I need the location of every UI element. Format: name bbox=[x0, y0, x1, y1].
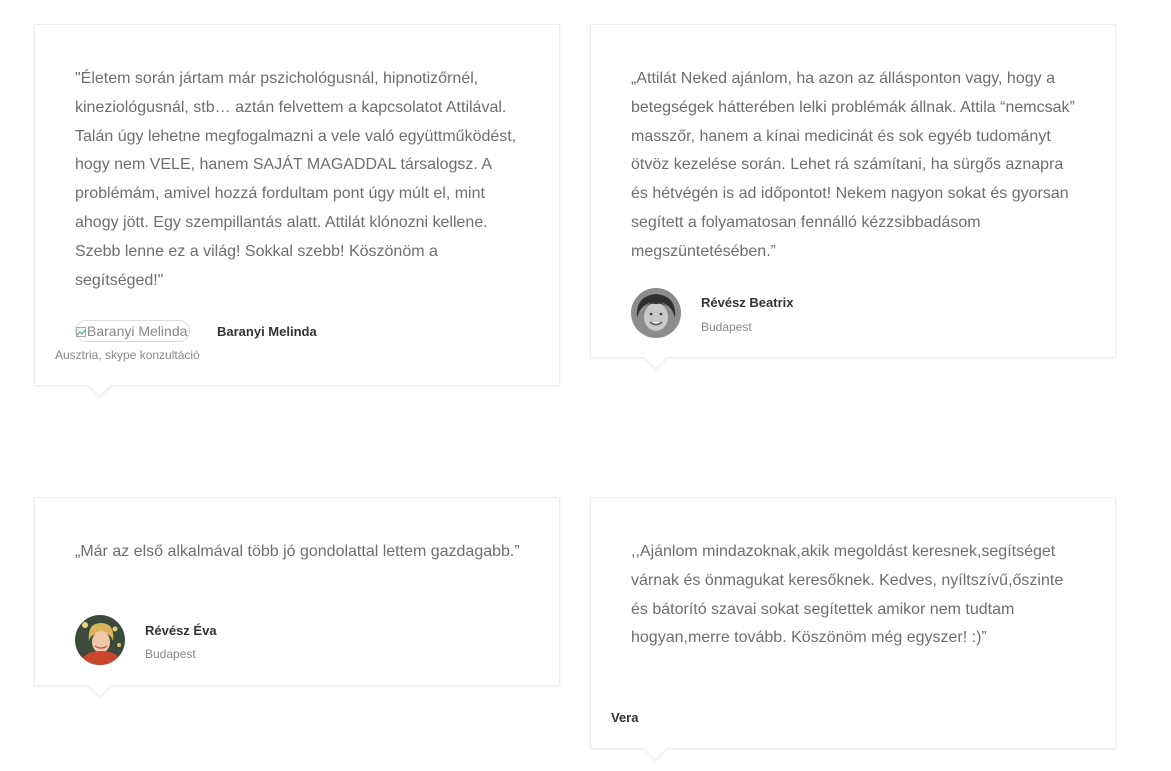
author-photo-placeholder bbox=[75, 320, 190, 342]
testimonial-quote: ,,Ajánlom mindazoknak,akik megoldást keresnek,segítséget várnak és önmagukat keresőknek. Kedves, nyíltszívű,őszinte és bátorító szavai sokat segítettek amikor nem tudtam hogyan,merre tovább. Köszönöm még egyszer! :)” bbox=[631, 543, 1064, 647]
testimonial-card bbox=[590, 24, 1116, 358]
author-photo-alt-text: Baranyi Melinda bbox=[87, 323, 188, 339]
testimonial-quote: „Már az első alkalmával több jó gondolattal lettem gazdagabb.” bbox=[75, 543, 520, 560]
testimonial-card bbox=[590, 497, 1116, 749]
author-name: Révész Éva bbox=[145, 623, 217, 638]
author-location: Budapest bbox=[701, 320, 752, 334]
author-name: Révész Beatrix bbox=[701, 295, 794, 310]
testimonial-card bbox=[34, 497, 560, 686]
testimonial-card bbox=[34, 24, 560, 386]
author-location: Ausztria, skype konzultáció bbox=[55, 348, 200, 362]
avatar-photo bbox=[75, 615, 125, 665]
author-name: Baranyi Melinda bbox=[217, 324, 317, 339]
avatar bbox=[75, 615, 125, 665]
avatar bbox=[631, 288, 681, 338]
avatar-photo bbox=[631, 288, 681, 338]
broken-image-icon bbox=[76, 327, 86, 337]
author-name: Vera bbox=[611, 710, 639, 725]
testimonial-quote: "Életem során jártam már pszichológusnál, hipnotizőrnél, kineziológusnál, stb… aztán felvettem a kapcsolatot Attilával. Talán úgy lehetne megfogalmazni a vele való együttműködést, hogy nem VELE, hanem SAJÁT MAGADDAL társalogsz. A problémám, amivel hozzá fordultam pont úgy múlt el, mint ahogy jött. Egy szempillantás alatt. Attilát klónozni kellene. Szebb lenne ez a világ! Sokkal szebb! Köszönöm a segítséged!" bbox=[75, 70, 517, 289]
author-location: Budapest bbox=[145, 647, 196, 661]
testimonial-quote: „Attilát Neked ajánlom, ha azon az állásponton vagy, hogy a betegségek hátterében lelki problémák állnak. Attila “nemcsak” masszőr, hanem a kínai medicinát és sok egyéb tudományt ötvöz kezelése során. Lehet rá számítani, ha sürgős aznapra és hétvégén is ad időpontot! Nekem nagyon sokat és gyorsan segített a folyamatosan fennálló kézzsibbadásom megszüntetésében.” bbox=[631, 70, 1075, 260]
